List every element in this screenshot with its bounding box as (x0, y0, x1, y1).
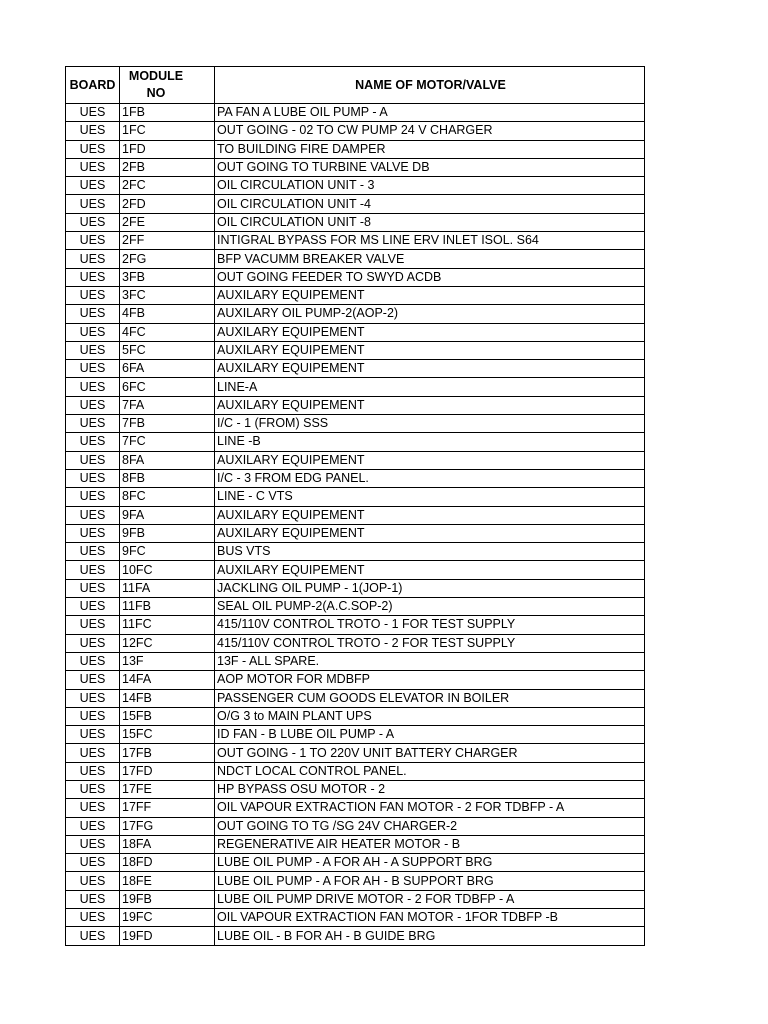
table-row (66, 634, 645, 652)
module-no-cell: 1FC (120, 122, 215, 140)
module-no-cell: 9FC (120, 543, 215, 561)
module-no-cell: 13F (120, 652, 215, 670)
module-no-cell: 17FB (120, 744, 215, 762)
board-cell: UES (66, 726, 120, 744)
module-no-cell: 2FC (120, 177, 215, 195)
module-no-cell: 8FA (120, 451, 215, 469)
table-row (66, 707, 645, 725)
module-no-cell: 11FA (120, 579, 215, 597)
module-no-cell: 7FC (120, 433, 215, 451)
module-no-cell: 11FC (120, 616, 215, 634)
board-cell: UES (66, 177, 120, 195)
table-row (66, 341, 645, 359)
table-row (66, 140, 645, 158)
module-no-cell: 7FA (120, 396, 215, 414)
board-cell: UES (66, 689, 120, 707)
board-cell: UES (66, 634, 120, 652)
board-cell: UES (66, 360, 120, 378)
name-cell: BFP VACUMM BREAKER VALVE (215, 250, 645, 268)
name-cell: AUXILARY EQUIPEMENT (215, 323, 645, 341)
board-cell: UES (66, 451, 120, 469)
name-cell: LINE-A (215, 378, 645, 396)
module-no-cell: 1FB (120, 104, 215, 122)
table-row (66, 104, 645, 122)
table-body (66, 104, 645, 946)
table-row (66, 872, 645, 890)
module-no-cell: 3FC (120, 286, 215, 304)
table-row (66, 378, 645, 396)
name-cell: PASSENGER CUM GOODS ELEVATOR IN BOILER (215, 689, 645, 707)
table-row (66, 561, 645, 579)
name-cell: AUXILARY EQUIPEMENT (215, 360, 645, 378)
board-cell: UES (66, 104, 120, 122)
name-cell: OIL CIRCULATION UNIT - 3 (215, 177, 645, 195)
board-cell: UES (66, 341, 120, 359)
motor-valve-table (65, 66, 645, 946)
module-no-cell: 2FG (120, 250, 215, 268)
table-row (66, 305, 645, 323)
name-cell: AUXILARY OIL PUMP-2(AOP-2) (215, 305, 645, 323)
name-cell: OUT GOING TO TURBINE VALVE DB (215, 158, 645, 176)
table-row (66, 799, 645, 817)
table-row (66, 835, 645, 853)
name-cell: AUXILARY EQUIPEMENT (215, 396, 645, 414)
module-no-cell: 19FC (120, 909, 215, 927)
table-row (66, 360, 645, 378)
module-no-cell: 18FA (120, 835, 215, 853)
module-no-cell: 1FD (120, 140, 215, 158)
board-cell: UES (66, 890, 120, 908)
name-cell: OIL VAPOUR EXTRACTION FAN MOTOR - 2 FOR TDBFP - A (215, 799, 645, 817)
board-cell: UES (66, 396, 120, 414)
board-cell: UES (66, 872, 120, 890)
board-cell: UES (66, 561, 120, 579)
board-cell: UES (66, 268, 120, 286)
board-cell: UES (66, 835, 120, 853)
table-row (66, 780, 645, 798)
table-row (66, 323, 645, 341)
board-cell: UES (66, 378, 120, 396)
name-cell: OIL CIRCULATION UNIT -4 (215, 195, 645, 213)
module-no-cell: 12FC (120, 634, 215, 652)
module-no-cell: 19FD (120, 927, 215, 945)
name-cell: NDCT LOCAL CONTROL PANEL. (215, 762, 645, 780)
board-cell: UES (66, 579, 120, 597)
table-row (66, 689, 645, 707)
module-no-cell: 6FA (120, 360, 215, 378)
name-cell: LUBE OIL PUMP DRIVE MOTOR - 2 FOR TDBFP - A (215, 890, 645, 908)
board-cell: UES (66, 927, 120, 945)
header-row (66, 67, 645, 104)
table-row (66, 268, 645, 286)
name-cell: 13F - ALL SPARE. (215, 652, 645, 670)
header-board: BOARD (66, 67, 120, 104)
table-row (66, 286, 645, 304)
table-row (66, 598, 645, 616)
name-cell: OUT GOING FEEDER TO SWYD ACDB (215, 268, 645, 286)
name-cell: TO BUILDING FIRE DAMPER (215, 140, 645, 158)
table-row (66, 396, 645, 414)
name-cell: REGENERATIVE AIR HEATER MOTOR - B (215, 835, 645, 853)
board-cell: UES (66, 433, 120, 451)
name-cell: HP BYPASS OSU MOTOR - 2 (215, 780, 645, 798)
table-row (66, 726, 645, 744)
board-cell: UES (66, 762, 120, 780)
table-row (66, 616, 645, 634)
name-cell: OIL CIRCULATION UNIT -8 (215, 213, 645, 231)
module-no-cell: 3FB (120, 268, 215, 286)
table-row (66, 415, 645, 433)
module-no-cell: 15FC (120, 726, 215, 744)
name-cell: AUXILARY EQUIPEMENT (215, 524, 645, 542)
module-no-cell: 2FB (120, 158, 215, 176)
board-cell: UES (66, 122, 120, 140)
name-cell: OUT GOING - 02 TO CW PUMP 24 V CHARGER (215, 122, 645, 140)
module-no-cell: 11FB (120, 598, 215, 616)
name-cell: AUXILARY EQUIPEMENT (215, 286, 645, 304)
name-cell: LINE -B (215, 433, 645, 451)
board-cell: UES (66, 854, 120, 872)
table-row (66, 744, 645, 762)
name-cell: LUBE OIL - B FOR AH - B GUIDE BRG (215, 927, 645, 945)
table-row (66, 854, 645, 872)
table-row (66, 195, 645, 213)
table-row (66, 506, 645, 524)
board-cell: UES (66, 140, 120, 158)
module-no-cell: 9FA (120, 506, 215, 524)
board-cell: UES (66, 213, 120, 231)
table-row (66, 762, 645, 780)
name-cell: AUXILARY EQUIPEMENT (215, 451, 645, 469)
board-cell: UES (66, 817, 120, 835)
name-cell: LUBE OIL PUMP - A FOR AH - A SUPPORT BRG (215, 854, 645, 872)
name-cell: OUT GOING TO TG /SG 24V CHARGER-2 (215, 817, 645, 835)
table-row (66, 451, 645, 469)
module-no-cell: 14FA (120, 671, 215, 689)
name-cell: BUS VTS (215, 543, 645, 561)
name-cell: 415/110V CONTROL TROTO - 2 FOR TEST SUPPLY (215, 634, 645, 652)
module-no-cell: 4FB (120, 305, 215, 323)
name-cell: LINE - C VTS (215, 488, 645, 506)
name-cell: OIL VAPOUR EXTRACTION FAN MOTOR - 1FOR TDBFP -B (215, 909, 645, 927)
board-cell: UES (66, 158, 120, 176)
table-row (66, 890, 645, 908)
board-cell: UES (66, 652, 120, 670)
board-cell: UES (66, 232, 120, 250)
table-row (66, 543, 645, 561)
name-cell: OUT GOING - 1 TO 220V UNIT BATTERY CHARGER (215, 744, 645, 762)
module-no-cell: 2FE (120, 213, 215, 231)
board-cell: UES (66, 616, 120, 634)
board-cell: UES (66, 671, 120, 689)
board-cell: UES (66, 780, 120, 798)
board-cell: UES (66, 195, 120, 213)
module-no-cell: 6FC (120, 378, 215, 396)
module-no-cell: 9FB (120, 524, 215, 542)
board-cell: UES (66, 909, 120, 927)
module-no-cell: 5FC (120, 341, 215, 359)
table-row (66, 817, 645, 835)
board-cell: UES (66, 415, 120, 433)
module-no-cell: 14FB (120, 689, 215, 707)
board-cell: UES (66, 305, 120, 323)
name-cell: I/C - 3 FROM EDG PANEL. (215, 469, 645, 487)
name-cell: I/C - 1 (FROM) SSS (215, 415, 645, 433)
table-row (66, 177, 645, 195)
module-no-cell: 19FB (120, 890, 215, 908)
name-cell: LUBE OIL PUMP - A FOR AH - B SUPPORT BRG (215, 872, 645, 890)
module-no-cell: 10FC (120, 561, 215, 579)
name-cell: AOP MOTOR FOR MDBFP (215, 671, 645, 689)
board-cell: UES (66, 506, 120, 524)
header-name: NAME OF MOTOR/VALVE (215, 67, 645, 104)
board-cell: UES (66, 744, 120, 762)
table-row (66, 652, 645, 670)
name-cell: 415/110V CONTROL TROTO - 1 FOR TEST SUPPLY (215, 616, 645, 634)
table-row (66, 213, 645, 231)
table-row (66, 469, 645, 487)
board-cell: UES (66, 543, 120, 561)
table-row (66, 122, 645, 140)
name-cell: AUXILARY EQUIPEMENT (215, 561, 645, 579)
table-row (66, 909, 645, 927)
module-no-cell: 8FC (120, 488, 215, 506)
board-cell: UES (66, 469, 120, 487)
name-cell: SEAL OIL PUMP-2(A.C.SOP-2) (215, 598, 645, 616)
board-cell: UES (66, 323, 120, 341)
module-no-cell: 8FB (120, 469, 215, 487)
table-row (66, 232, 645, 250)
board-cell: UES (66, 286, 120, 304)
table-row (66, 927, 645, 945)
header-module-no: MODULE NO (120, 67, 215, 104)
name-cell: JACKLING OIL PUMP - 1(JOP-1) (215, 579, 645, 597)
module-no-cell: 17FG (120, 817, 215, 835)
module-no-cell: 18FE (120, 872, 215, 890)
module-no-cell: 2FD (120, 195, 215, 213)
table-row (66, 158, 645, 176)
module-no-cell: 17FD (120, 762, 215, 780)
table-row (66, 524, 645, 542)
name-cell: INTIGRAL BYPASS FOR MS LINE ERV INLET ISOL. S64 (215, 232, 645, 250)
name-cell: AUXILARY EQUIPEMENT (215, 506, 645, 524)
module-no-cell: 15FB (120, 707, 215, 725)
module-no-cell: 7FB (120, 415, 215, 433)
board-cell: UES (66, 799, 120, 817)
table-row (66, 671, 645, 689)
module-no-cell: 17FF (120, 799, 215, 817)
module-no-cell: 2FF (120, 232, 215, 250)
module-no-cell: 17FE (120, 780, 215, 798)
name-cell: PA FAN A LUBE OIL PUMP - A (215, 104, 645, 122)
name-cell: ID FAN - B LUBE OIL PUMP - A (215, 726, 645, 744)
name-cell: AUXILARY EQUIPEMENT (215, 341, 645, 359)
table-row (66, 488, 645, 506)
board-cell: UES (66, 250, 120, 268)
name-cell: O/G 3 to MAIN PLANT UPS (215, 707, 645, 725)
table-row (66, 250, 645, 268)
module-no-cell: 18FD (120, 854, 215, 872)
board-cell: UES (66, 598, 120, 616)
board-cell: UES (66, 488, 120, 506)
board-cell: UES (66, 524, 120, 542)
module-no-cell: 4FC (120, 323, 215, 341)
table-row (66, 579, 645, 597)
board-cell: UES (66, 707, 120, 725)
table-row (66, 433, 645, 451)
